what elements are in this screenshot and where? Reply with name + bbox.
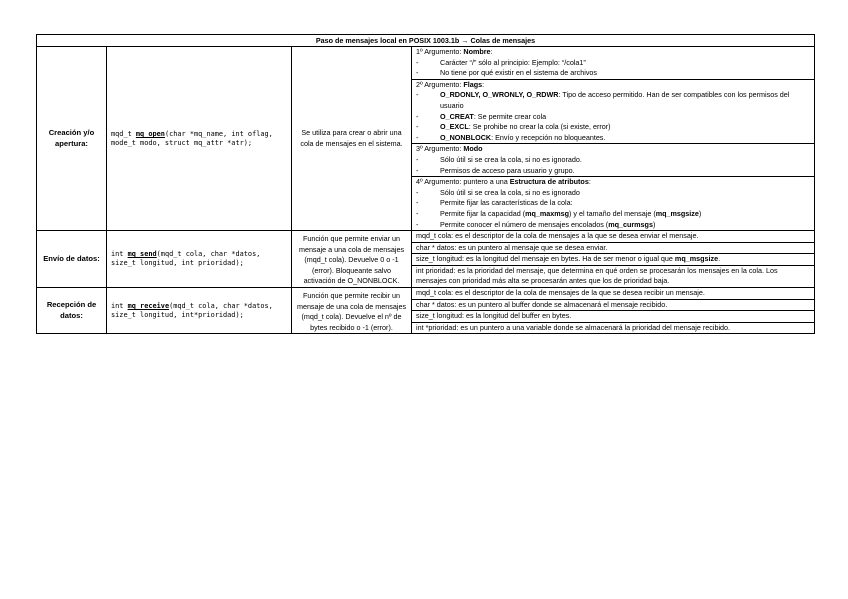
envio-param-longitud: size_t longitud: es la longitud del mensaje en bytes. Ha de ser menor o igual que mq_msgsize. (412, 254, 815, 266)
envio-param-prioridad: int prioridad: es la prioridad del mensaje, que determina en qué orden se procesarán los mensajes en la cola. Los mensajes con prioridad más alta se procesarán antes que los de prioridad baja. (412, 265, 815, 287)
list-item: - No tiene por qué existir en el sistema de archivos (426, 68, 810, 79)
arg3-cell (412, 144, 815, 177)
label-envio: Envío de datos: (37, 231, 107, 288)
fn-mq-open: mq_open (135, 129, 165, 138)
row-envio-p1 (37, 231, 815, 243)
desc-mq-send: Función que permite enviar un mensaje a una cola de mensajes (mqd_t cola). Devuelve 0 o -1 (error). Bloqueante salvo activación de O_NONBLOCK. (292, 231, 412, 288)
recepcion-param-cola: mqd_t cola: es el descriptor de la cola de mensajes de la que se desea recibir un mensaje. (412, 288, 815, 300)
recepcion-param-prioridad: int *prioridad: es un puntero a una variable donde se almacenará la prioridad del mensaje recibido. (412, 322, 815, 334)
recepcion-param-datos: char * datos: es un puntero al buffer donde se almacenará el mensaje recibido. (412, 299, 815, 311)
arg3-heading: 3º Argumento: Modo (416, 144, 483, 154)
list-item: - Permite fijar la capacidad (mq_maxmsg) y el tamaño del mensaje (mq_msgsize) (426, 209, 810, 220)
proto-mq-receive: int mq_receive(mqd_t cola, char *datos, size_t longitud, int*prioridad); (107, 288, 292, 334)
list-item: - Permite fijar las características de la cola: (426, 198, 810, 209)
list-item: - O_RDONLY, O_WRONLY, O_RDWR: Tipo de acceso permitido. Han de ser compatibles con los permisos del usuario (426, 90, 810, 111)
arg4-cell (412, 177, 815, 231)
list-item: - Sólo útil si se crea la cola, si no es ignorado (426, 188, 810, 199)
posix-message-queue-table (36, 34, 815, 334)
list-item: - Permite conocer el número de mensajes encolados (mq_curmsgs) (426, 220, 810, 231)
envio-param-datos: char * datos: es un puntero al mensaje que se desea enviar. (412, 242, 815, 254)
list-item: - O_EXCL: Se prohibe no crear la cola (si existe, error) (426, 122, 810, 133)
arg2-cell (412, 79, 815, 144)
table-title: Paso de mensajes local en POSIX 1003.1b → Colas de mensajes (37, 35, 815, 47)
list-item: - O_CREAT: Se permite crear cola (426, 112, 810, 123)
arg2-heading: 2º Argumento: Flags: (416, 79, 485, 89)
arg1-cell (412, 47, 815, 80)
row-recepcion-p1 (37, 288, 815, 300)
fn-mq-send: mq_send (127, 250, 157, 259)
desc-mq-open: Se utiliza para crear o abrir una cola de mensajes en el sistema. (292, 47, 412, 231)
arg4-heading: 4º Argumento: puntero a una Estructura de atributos: (416, 177, 591, 187)
envio-param-cola: mqd_t cola: es el descriptor de la cola de mensajes a la que se desea enviar el mensaje. (412, 231, 815, 243)
title-row (37, 35, 815, 47)
label-apertura: Creación y/o apertura: (37, 47, 107, 231)
label-recepcion: Recepción de datos: (37, 288, 107, 334)
list-item: - Sólo útil si se crea la cola, si no es ignorado. (426, 155, 810, 166)
proto-mq-send: int mq_send(mqd_t cola, char *datos, size_t longitud, int prioridad); (107, 231, 292, 288)
proto-mq-open: mqd_t mq_open(char *mq_name, int oflag, mode_t modo, struct mq_attr *atr); (107, 47, 292, 231)
recepcion-param-longitud: size_t longitud: es la longitud del buffer en bytes. (412, 311, 815, 323)
list-item: - Permisos de acceso para usuario y grupo. (426, 166, 810, 177)
row-apertura-arg1 (37, 47, 815, 80)
list-item: - Carácter “/” sólo al principio: Ejemplo: “/cola1” (426, 58, 810, 69)
desc-mq-receive: Función que permite recibir un mensaje de una cola de mensajes (mqd_t cola). Devuelve el nº de bytes recibido o -1 (error). (292, 288, 412, 334)
list-item: - O_NONBLOCK: Envío y recepción no bloqueantes. (426, 133, 810, 144)
fn-mq-receive: mq_receive (127, 302, 170, 311)
arg1-heading: 1º Argumento: Nombre: (416, 47, 493, 56)
